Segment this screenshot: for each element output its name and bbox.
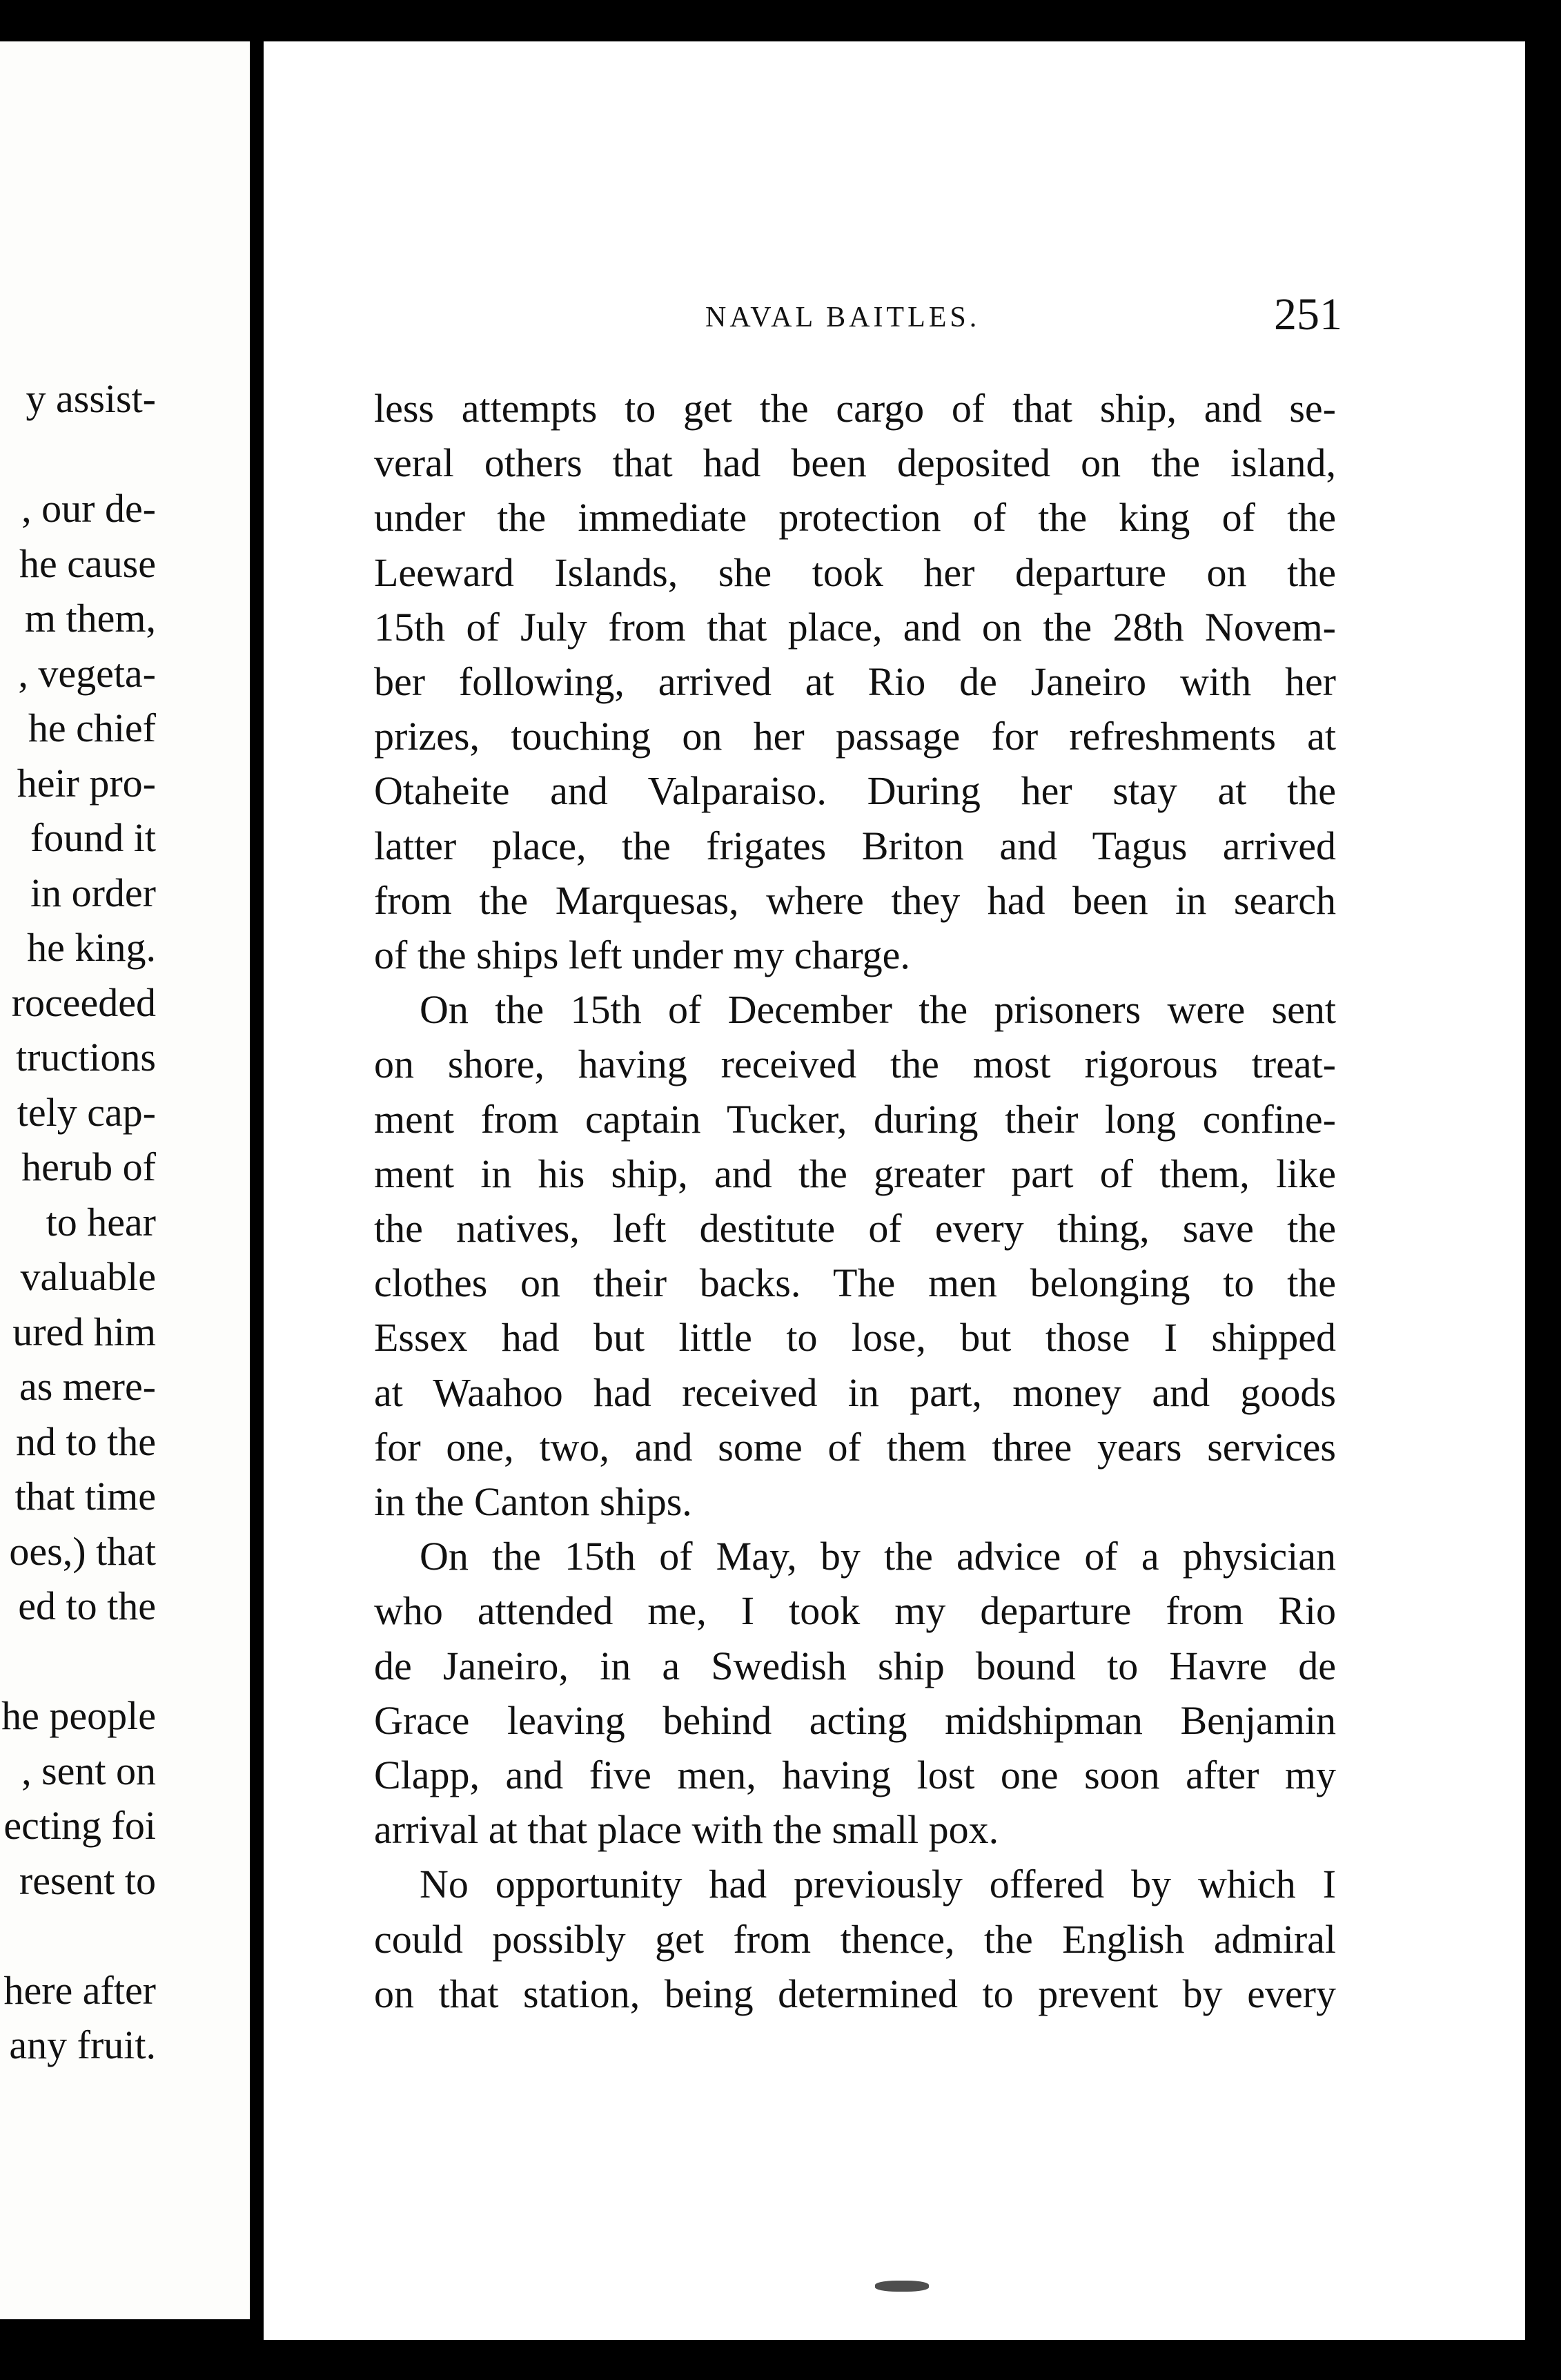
left-page-line: tructions — [16, 1035, 156, 1080]
text-line: for one, two, and some of them three years services — [374, 1424, 1336, 1470]
text-line: in the Canton ships. — [374, 1479, 692, 1525]
text-line: ber following, arrived at Rio de Janeiro with her — [374, 659, 1336, 705]
left-page-line: y assist- — [26, 376, 156, 421]
paragraph — [374, 1529, 1336, 1857]
text-line: On the 15th of December the prisoners were sent — [420, 987, 1336, 1033]
left-page-line: , vegeta- — [18, 650, 156, 696]
left-page-blank-line — [0, 1908, 156, 1963]
text-line: Leeward Islands, she took her departure on the — [374, 549, 1336, 595]
left-page-line: valuable — [20, 1254, 156, 1299]
left-page-line: ecting foi — [3, 1803, 156, 1848]
scan-artifact-mark — [875, 2281, 929, 2292]
text-line: Otaheite and Valparaiso. During her stay at the — [374, 768, 1336, 814]
paragraph — [374, 1857, 1336, 2021]
text-line: ment in his ship, and the greater part of them, like — [374, 1151, 1336, 1196]
body-text — [374, 381, 1336, 2021]
text-line: On the 15th of May, by the advice of a physician — [420, 1534, 1336, 1579]
text-line: under the immediate protection of the king of the — [374, 495, 1336, 540]
left-page-line: heir pro- — [17, 760, 156, 806]
left-page-line: any fruit. — [9, 2022, 156, 2067]
text-line: prizes, touching on her passage for refreshments at — [374, 714, 1336, 759]
text-line: No opportunity had previously offered by which I — [420, 1862, 1336, 1907]
left-page-line: roceeded — [11, 979, 156, 1025]
left-page-line: that time — [14, 1474, 156, 1519]
left-page-blank-line — [0, 1634, 156, 1689]
left-page-line: oes,) that — [9, 1528, 156, 1574]
left-page-line: ured him — [12, 1309, 156, 1354]
text-line: could possibly get from thence, the English admiral — [374, 1916, 1336, 1962]
left-page-line: tely cap- — [17, 1089, 156, 1135]
left-page-line: here after — [3, 1967, 156, 2013]
page-header — [264, 268, 1525, 340]
left-page-line: he cause — [19, 540, 156, 586]
left-page-line: he king. — [27, 925, 156, 970]
left-page-line: in order — [30, 870, 156, 915]
left-page-blank-line — [0, 427, 156, 482]
left-page-line: , sent on — [21, 1748, 156, 1793]
text-line: 15th of July from that place, and on the 28th Novem- — [374, 604, 1336, 650]
text-line: latter place, the frigates Briton and Tagus arrived — [374, 823, 1336, 868]
left-page-line: he chief — [28, 705, 156, 750]
running-head: NAVAL BAITLES. — [705, 302, 981, 333]
left-page-line: resent to — [19, 1857, 156, 1903]
text-line: Grace leaving behind acting midshipman Benjamin — [374, 1697, 1336, 1743]
left-facing-page — [0, 41, 250, 2319]
text-line: at Waahoo had received in part, money and goods — [374, 1369, 1336, 1415]
paragraph — [374, 982, 1336, 1529]
left-page-line: as mere- — [19, 1364, 156, 1409]
text-line: Clapp, and five men, having lost one soon after my — [374, 1753, 1336, 1798]
text-line: clothes on their backs. The men belonging to the — [374, 1260, 1336, 1306]
page-number: 251 — [1274, 289, 1342, 340]
text-line: Essex had but little to lose, but those I shipped — [374, 1315, 1336, 1360]
left-page-line: found it — [30, 815, 156, 860]
text-line: arrival at that place with the small pox. — [374, 1807, 999, 1853]
paragraph — [374, 381, 1336, 982]
text-line: the natives, left destitute of every thing, save the — [374, 1206, 1336, 1251]
left-page-line: , our de- — [21, 486, 156, 531]
text-line: ment from captain Tucker, during their long confine- — [374, 1096, 1336, 1142]
text-line: on that station, being determined to prevent by every — [374, 1971, 1336, 2016]
text-line: from the Marquesas, where they had been in search — [374, 877, 1336, 923]
text-line: of the ships left under my charge. — [374, 933, 910, 978]
left-page-line: he people — [1, 1693, 156, 1738]
text-line: veral others that had been deposited on the island, — [374, 440, 1336, 486]
left-page-text-fragments — [0, 371, 156, 2073]
left-page-line: nd to the — [16, 1418, 156, 1464]
text-line: de Janeiro, in a Swedish ship bound to Havre de — [374, 1643, 1336, 1688]
text-line: less attempts to get the cargo of that ship, and se- — [374, 386, 1336, 431]
text-line: on shore, having received the most rigorous treat- — [374, 1042, 1336, 1087]
left-page-line: to hear — [46, 1199, 156, 1245]
right-page — [264, 41, 1525, 2340]
left-page-line: ed to the — [18, 1583, 156, 1628]
text-line: who attended me, I took my departure from Rio — [374, 1588, 1336, 1634]
left-page-line: herub of — [21, 1144, 156, 1189]
left-page-line: m them, — [24, 596, 156, 641]
